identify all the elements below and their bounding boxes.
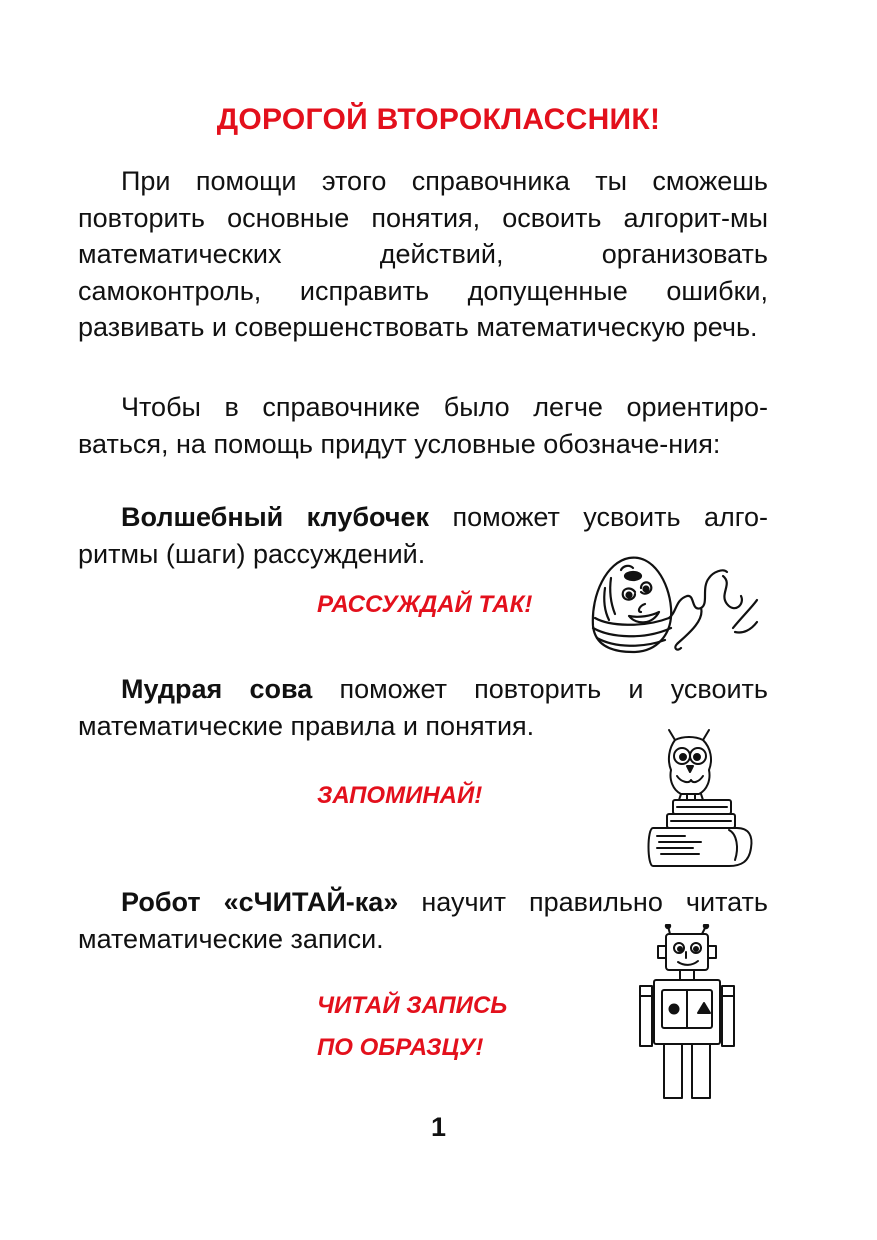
symbol-yarn-text: поможет усвоить алго-ритмы (шаги) рассуждений. bbox=[78, 502, 769, 569]
symbol-owl-name: Мудрая сова bbox=[121, 674, 313, 704]
cue-read-sample bbox=[317, 985, 507, 1069]
symbol-robot-name: Робот «сЧИТАЙ-ка» bbox=[121, 887, 399, 917]
symbol-robot-text: научит правильно читать математические записи. bbox=[78, 887, 768, 954]
cue-read-sample-line-2: ПО ОБРАЗЦУ! bbox=[317, 1034, 484, 1061]
owl-on-books-icon bbox=[645, 724, 757, 869]
cue-reason bbox=[317, 584, 532, 626]
cue-read-sample-line-1: ЧИТАЙ ЗАПИСЬ bbox=[317, 992, 508, 1019]
intro-paragraph-1: При помощи этого справочника ты сможешь повторить основные понятия, освоить алгорит-мы математических действий, организовать самоконтроль, исправить допущенные ошибки, развивать и совершенствовать математическую речь. bbox=[78, 166, 768, 342]
cue-remember-line: ЗАПОМИНАЙ! bbox=[317, 782, 483, 809]
yarn-ball-icon bbox=[583, 548, 773, 660]
symbol-yarn-name: Волшебный клубочек bbox=[121, 502, 430, 532]
cue-remember bbox=[317, 775, 482, 817]
page-number: 1 bbox=[430, 1112, 447, 1142]
symbol-owl-text: поможет повторить и усвоить математические правила и понятия. bbox=[78, 674, 768, 741]
robot-icon bbox=[636, 924, 746, 1102]
intro-paragraph-2: Чтобы в справочнике было легче ориентиро-ваться, на помощь придут условные обозначе-ния: bbox=[78, 392, 768, 459]
page-title: ДОРОГОЙ ВТОРОКЛАССНИК! bbox=[216, 103, 661, 136]
cue-reason-line: РАССУЖДАЙ ТАК! bbox=[317, 591, 533, 618]
